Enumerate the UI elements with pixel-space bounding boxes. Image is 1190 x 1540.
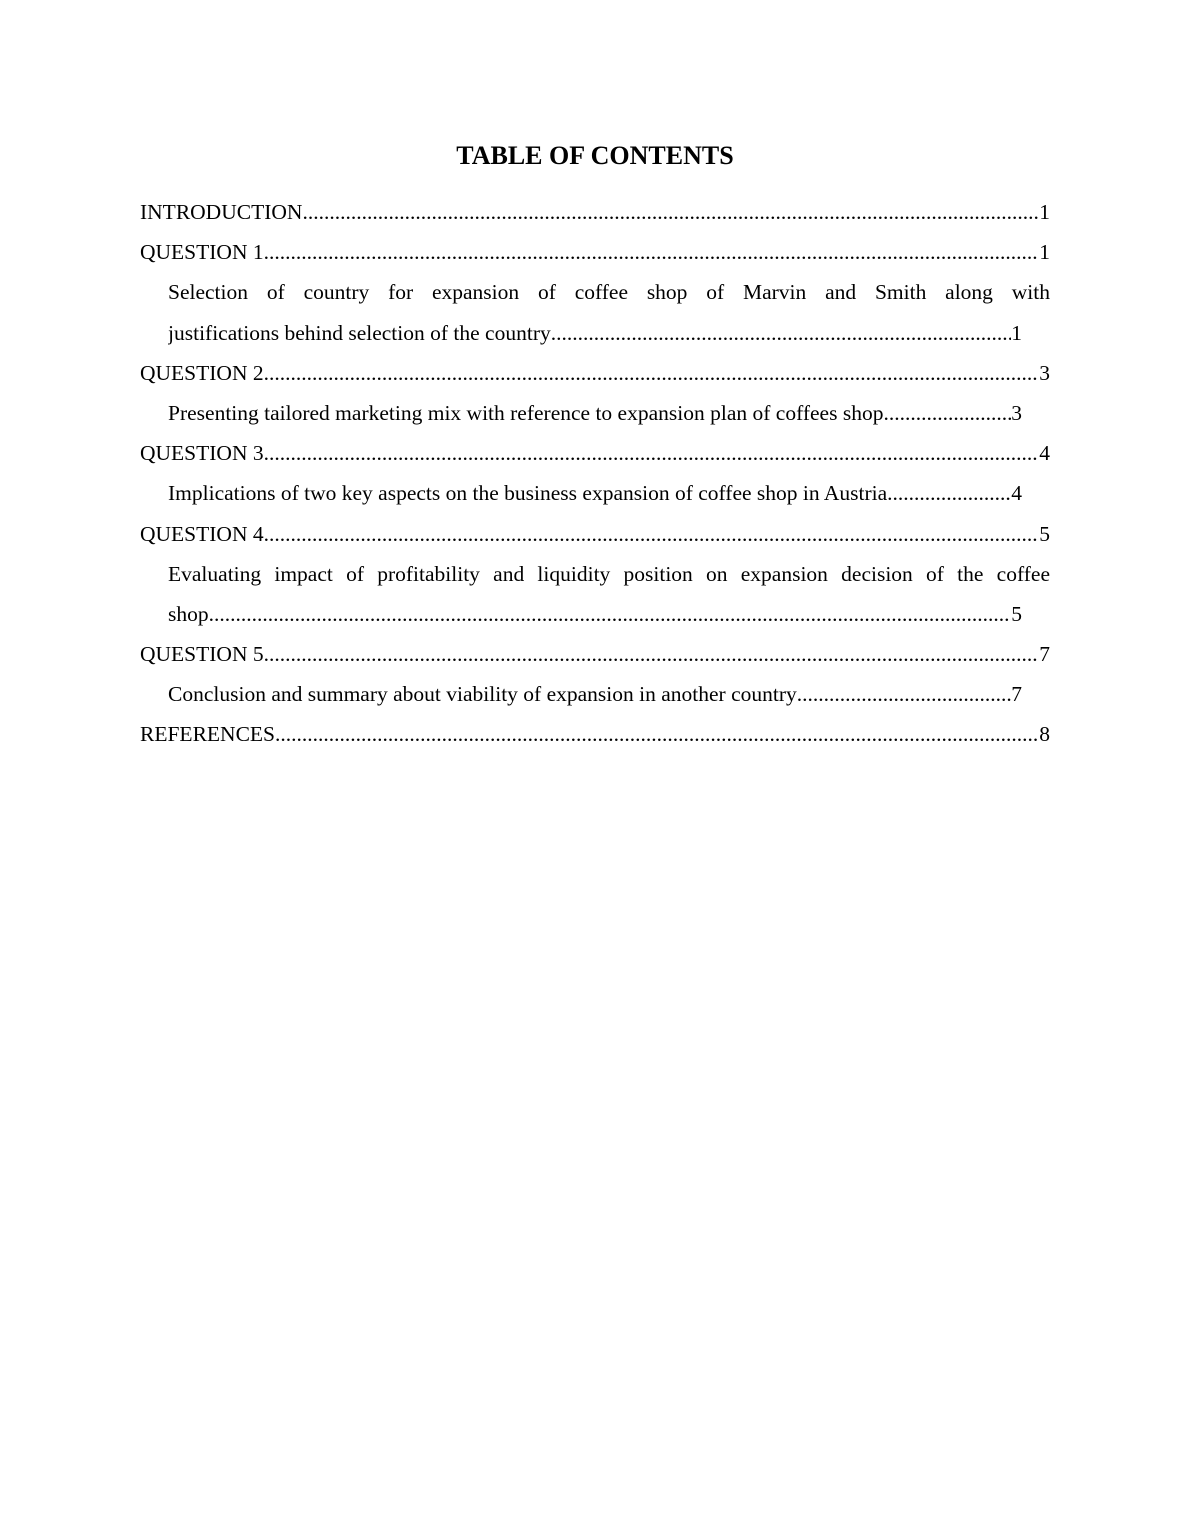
toc-page-number: 8 <box>1039 722 1050 747</box>
toc-word: for <box>388 280 414 305</box>
toc-entry-label-line1 <box>168 272 1050 312</box>
toc-entry-label: Implications of two key aspects on the business expansion of coffee shop in Austria <box>168 481 888 506</box>
toc-page-number: 5 <box>1011 601 1022 626</box>
toc-word: Selection <box>168 280 249 305</box>
toc-word: Evaluating <box>168 561 262 586</box>
toc-word: profitability <box>377 561 480 586</box>
toc-entry-label-line2: shop <box>168 601 209 626</box>
toc-entry-label-line1 <box>168 554 1050 594</box>
table-of-contents <box>140 192 1050 755</box>
toc-page-number: 1 <box>1039 240 1050 265</box>
toc-word: expansion <box>740 561 828 586</box>
toc-entry-label: QUESTION 1 <box>140 240 264 265</box>
toc-word: of <box>706 280 725 305</box>
toc-word: of <box>926 561 944 586</box>
dot-leader <box>264 353 1040 393</box>
toc-word: of <box>266 280 285 305</box>
toc-word: with <box>1011 280 1050 305</box>
toc-word: on <box>706 561 728 586</box>
toc-entry-label: QUESTION 2 <box>140 360 264 385</box>
toc-entry-question-4[interactable] <box>140 514 1050 554</box>
dot-leader <box>264 514 1040 554</box>
toc-subentry-question-5[interactable] <box>168 674 1022 714</box>
dot-leader <box>887 473 1011 513</box>
dot-leader <box>209 594 1012 634</box>
toc-word: of <box>346 561 365 586</box>
toc-entry-label: INTRODUCTION <box>140 200 303 224</box>
toc-entry-label: Presenting tailored marketing mix with reference to expansion plan of coffees shop <box>168 400 884 425</box>
toc-page-number: 3 <box>1039 360 1050 385</box>
dot-leader <box>264 232 1040 272</box>
toc-page-number: 1 <box>1011 320 1022 345</box>
dot-leader <box>797 674 1011 714</box>
toc-entry-references[interactable] <box>140 714 1050 754</box>
toc-word: shop <box>646 280 688 305</box>
toc-word: Marvin <box>742 280 807 305</box>
toc-subentry-question-1[interactable] <box>168 272 1050 352</box>
toc-word: impact <box>274 561 333 586</box>
toc-page-number: 4 <box>1039 441 1050 466</box>
toc-subentry-question-4[interactable] <box>168 554 1050 634</box>
toc-word: liquidity <box>537 561 611 586</box>
toc-word: coffee <box>996 561 1050 586</box>
toc-page-number: 7 <box>1011 682 1022 707</box>
toc-entry-question-1[interactable] <box>140 232 1050 272</box>
toc-entry-label: QUESTION 3 <box>140 441 264 466</box>
toc-entry-label: REFERENCES <box>140 722 275 747</box>
toc-page-number: 4 <box>1011 481 1022 506</box>
toc-word: the <box>957 561 984 586</box>
toc-word: and <box>825 280 857 305</box>
toc-entry-label: QUESTION 4 <box>140 521 264 546</box>
toc-entry-label: Conclusion and summary about viability of expansion in another country <box>168 682 797 707</box>
dot-leader <box>302 192 1039 232</box>
toc-word: of <box>537 280 556 305</box>
toc-word: and <box>493 561 525 586</box>
toc-entry-introduction[interactable] <box>140 192 1050 232</box>
toc-word: position <box>623 561 693 586</box>
toc-word: along <box>945 280 993 305</box>
dot-leader <box>883 393 1011 433</box>
toc-page-number: 3 <box>1011 400 1022 425</box>
toc-word: country <box>303 280 370 305</box>
toc-entry-question-5[interactable] <box>140 634 1050 674</box>
toc-entry-question-2[interactable] <box>140 353 1050 393</box>
toc-word: coffee <box>574 280 628 305</box>
toc-subentry-question-3[interactable] <box>168 473 1022 513</box>
toc-subentry-question-2[interactable] <box>168 393 1022 433</box>
toc-page-number: 1 <box>1039 200 1050 224</box>
toc-word: Smith <box>874 280 927 305</box>
dot-leader <box>551 313 1012 353</box>
toc-page-number: 5 <box>1039 521 1050 546</box>
toc-word: expansion <box>431 280 520 305</box>
toc-page-number: 7 <box>1039 642 1050 667</box>
dot-leader <box>264 634 1040 674</box>
toc-word: decision <box>841 561 913 586</box>
page-title: TABLE OF CONTENTS <box>456 141 734 170</box>
dot-leader <box>275 714 1039 754</box>
toc-entry-label-line2: justifications behind selection of the country <box>168 320 551 345</box>
toc-entry-question-3[interactable] <box>140 433 1050 473</box>
toc-entry-label: QUESTION 5 <box>140 642 264 667</box>
dot-leader <box>264 433 1040 473</box>
